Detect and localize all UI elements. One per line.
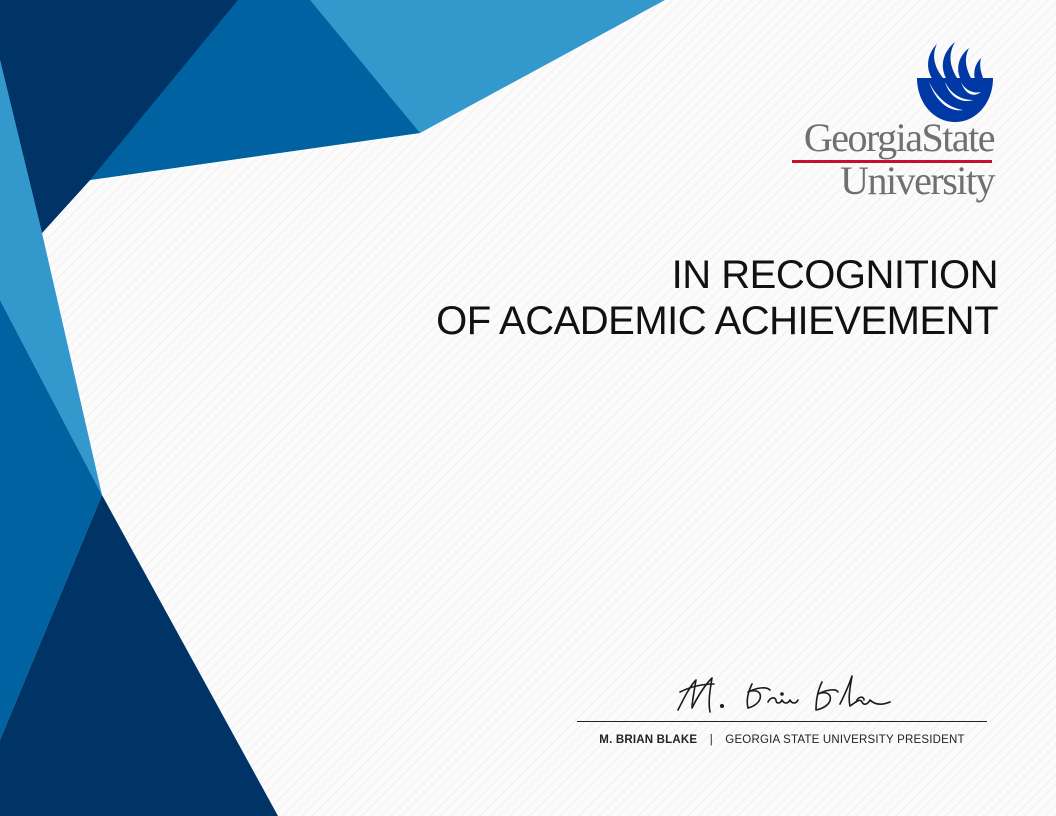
flame-icon <box>915 40 995 125</box>
caption-separator: | <box>709 734 713 746</box>
signature-line <box>577 721 987 722</box>
signatory-title: GEORGIA STATE UNIVERSITY PRESIDENT <box>725 734 965 746</box>
heading-line2: OF ACADEMIC ACHIEVEMENT <box>436 299 998 343</box>
logo-wordmark-line2: University <box>840 158 994 203</box>
signature-caption <box>577 734 987 746</box>
signatory-name: M. BRIAN BLAKE <box>599 734 698 746</box>
heading-line1: IN RECOGNITION <box>671 253 998 297</box>
gsu-logo <box>780 40 1000 215</box>
logo-wordmark-line1: GeorgiaState <box>803 115 994 160</box>
certificate-heading <box>436 252 998 344</box>
signature-icon <box>670 662 920 720</box>
